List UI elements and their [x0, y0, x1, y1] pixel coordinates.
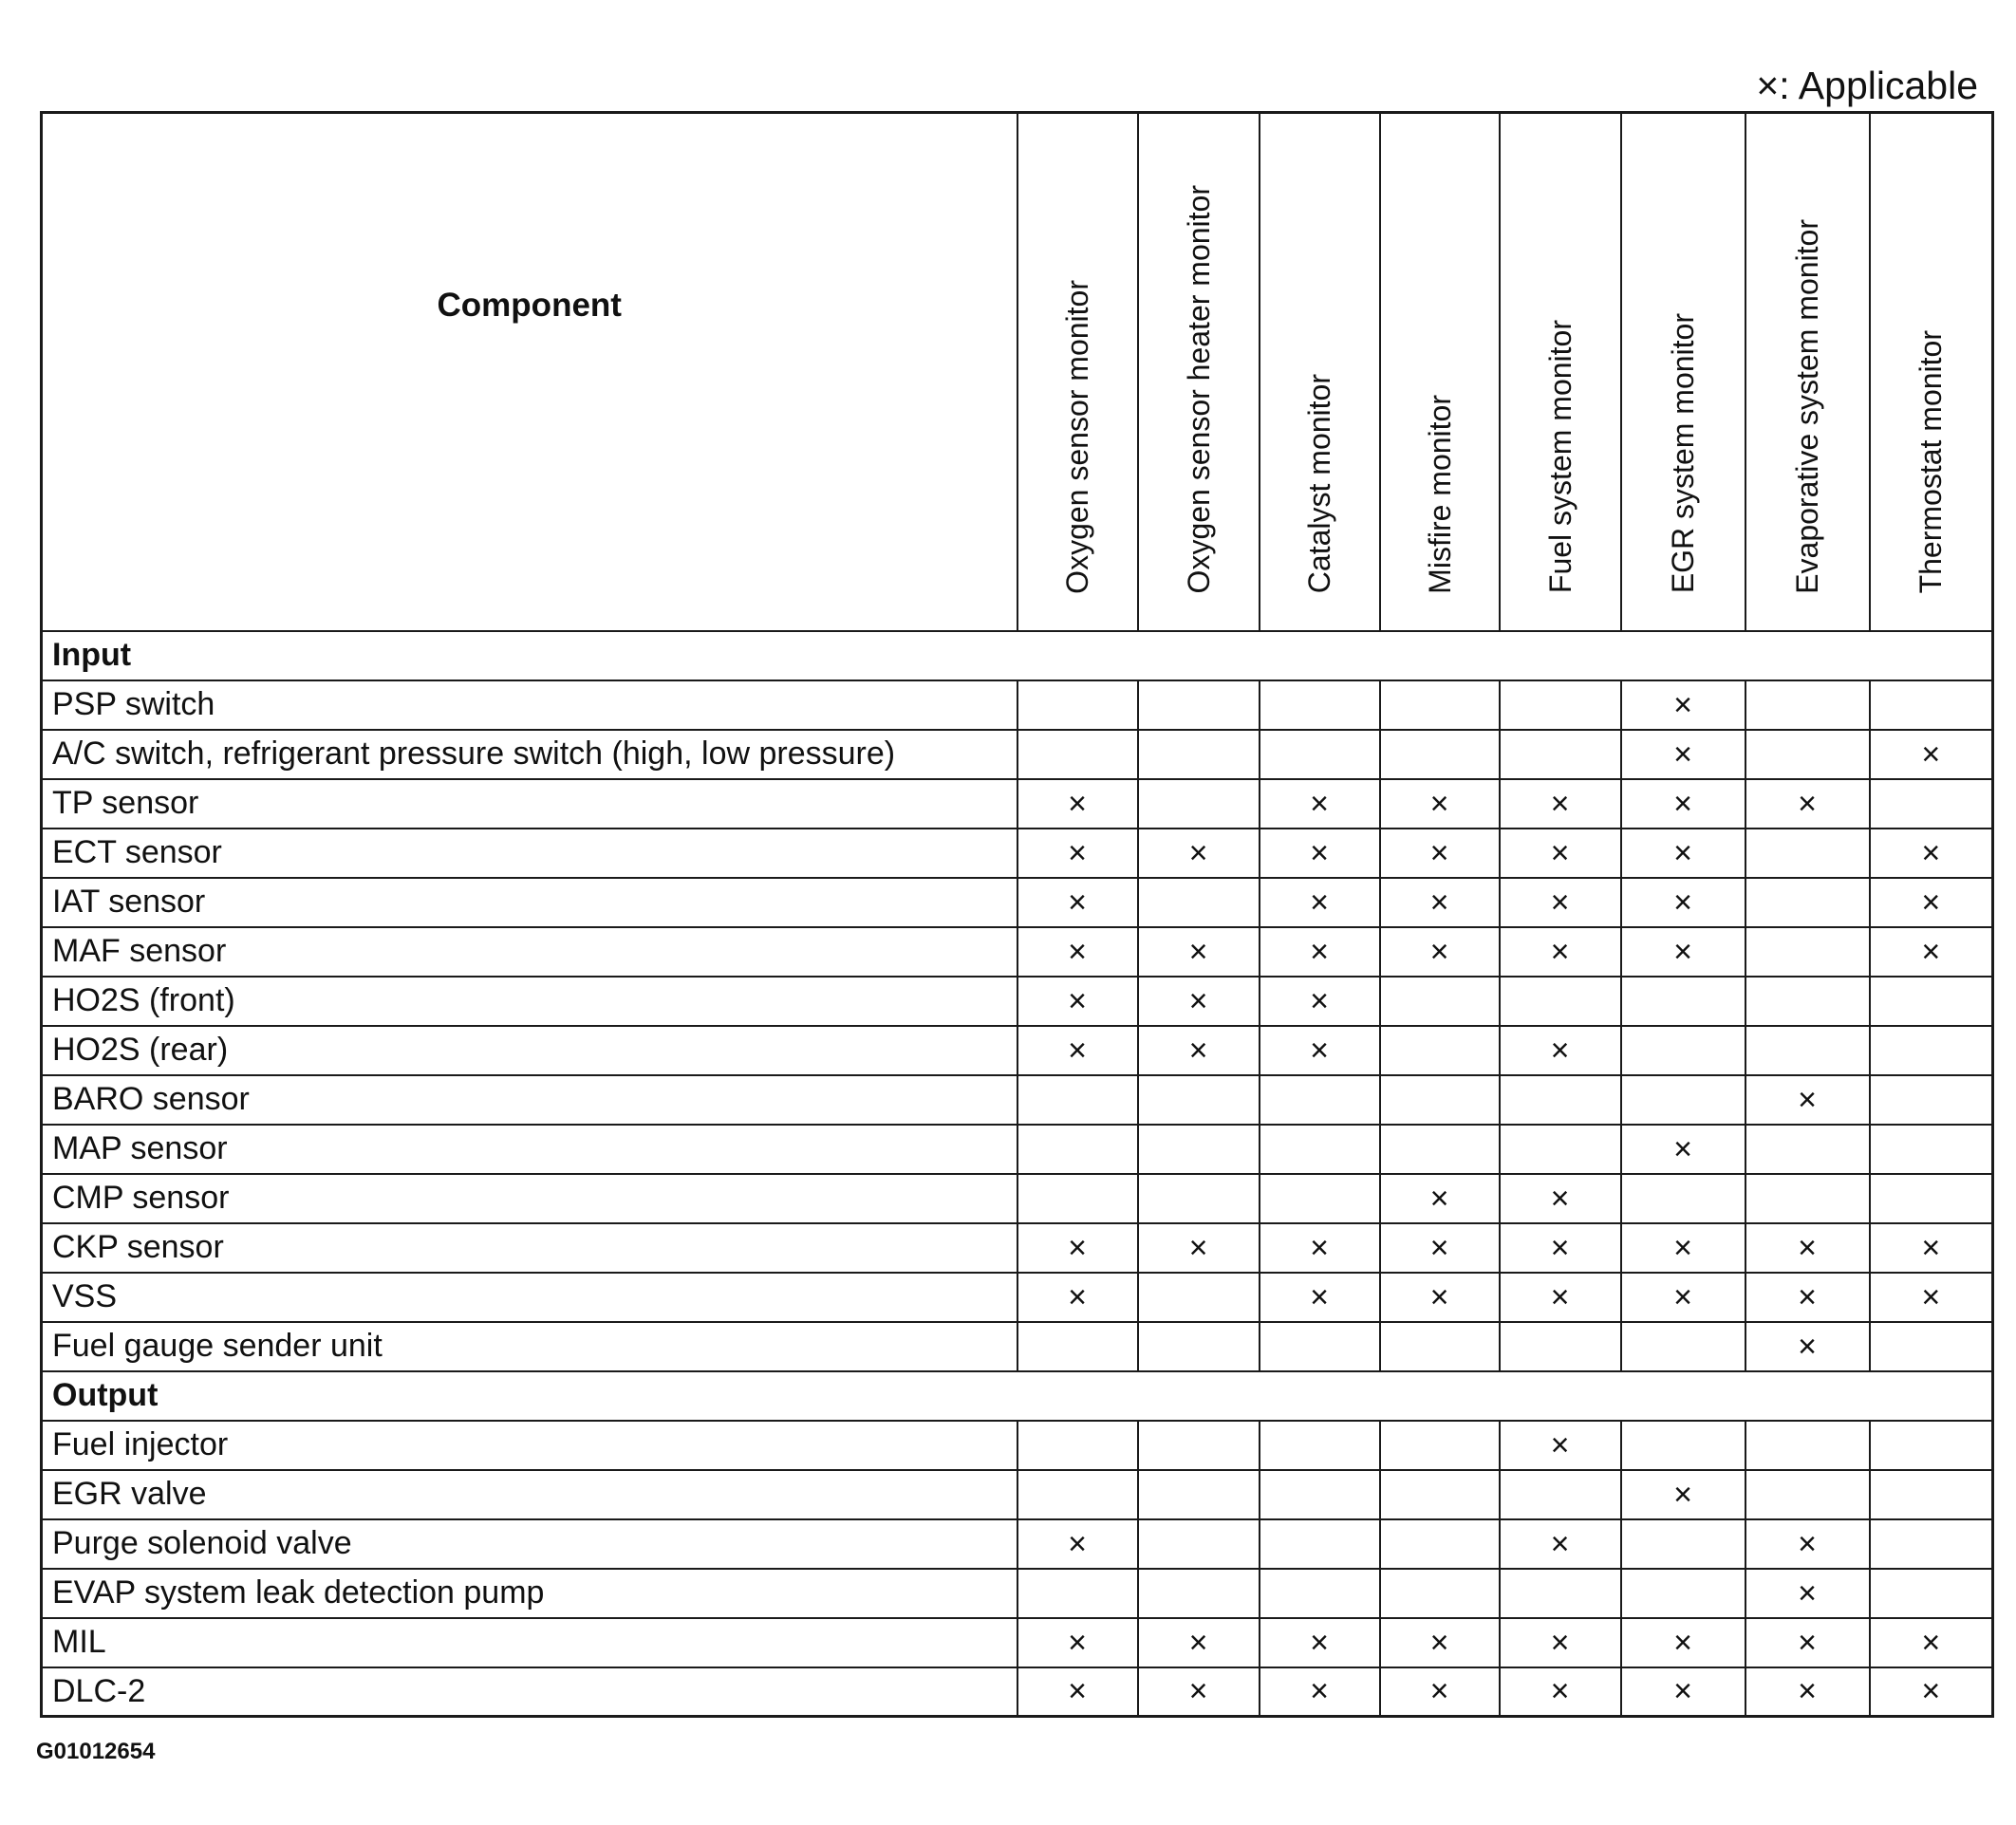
applicable-mark: × — [1260, 1273, 1380, 1322]
empty-cell — [1500, 1125, 1621, 1174]
empty-cell — [1017, 1421, 1138, 1470]
component-name: MAF sensor — [42, 927, 1017, 977]
applicable-mark: × — [1017, 927, 1138, 977]
applicable-mark: × — [1017, 779, 1138, 829]
component-name: A/C switch, refrigerant pressure switch (high, low pressure) — [42, 730, 1017, 779]
applicable-mark: × — [1017, 1667, 1138, 1717]
table-row — [42, 730, 1993, 779]
empty-cell — [1380, 1075, 1500, 1125]
section-row — [42, 631, 1993, 680]
empty-cell — [1745, 1470, 1870, 1519]
table-row — [42, 1125, 1993, 1174]
component-name: TP sensor — [42, 779, 1017, 829]
monitor-column-header — [1260, 113, 1380, 631]
empty-cell — [1745, 977, 1870, 1026]
component-name: MIL — [42, 1618, 1017, 1667]
empty-cell — [1745, 927, 1870, 977]
table-row — [42, 1322, 1993, 1371]
monitor-header-label: Fuel system monitor — [1542, 320, 1577, 594]
applicable-mark: × — [1621, 1618, 1745, 1667]
empty-cell — [1138, 1075, 1260, 1125]
applicable-mark: × — [1745, 779, 1870, 829]
empty-cell — [1017, 1322, 1138, 1371]
applicable-mark: × — [1017, 1273, 1138, 1322]
empty-cell — [1380, 1125, 1500, 1174]
empty-cell — [1500, 1569, 1621, 1618]
empty-cell — [1138, 1273, 1260, 1322]
applicable-mark: × — [1621, 1273, 1745, 1322]
table-row — [42, 878, 1993, 927]
empty-cell — [1500, 730, 1621, 779]
applicable-mark: × — [1745, 1273, 1870, 1322]
empty-cell — [1745, 1125, 1870, 1174]
component-name: VSS — [42, 1273, 1017, 1322]
table-row — [42, 1026, 1993, 1075]
empty-cell — [1500, 1322, 1621, 1371]
component-name: Fuel gauge sender unit — [42, 1322, 1017, 1371]
empty-cell — [1380, 730, 1500, 779]
monitor-column-header — [1500, 113, 1621, 631]
table-row — [42, 1618, 1993, 1667]
section-label: Input — [42, 631, 1993, 680]
empty-cell — [1621, 1519, 1745, 1569]
applicable-mark: × — [1380, 779, 1500, 829]
applicable-mark: × — [1260, 927, 1380, 977]
empty-cell — [1870, 1075, 1993, 1125]
component-name: IAT sensor — [42, 878, 1017, 927]
applicable-mark: × — [1500, 927, 1621, 977]
applicable-mark: × — [1500, 1421, 1621, 1470]
empty-cell — [1380, 1519, 1500, 1569]
monitor-header-label: Thermostat monitor — [1913, 330, 1949, 594]
empty-cell — [1380, 1470, 1500, 1519]
empty-cell — [1745, 1421, 1870, 1470]
applicable-mark: × — [1380, 1618, 1500, 1667]
empty-cell — [1138, 779, 1260, 829]
applicable-mark: × — [1500, 1223, 1621, 1273]
empty-cell — [1380, 1026, 1500, 1075]
empty-cell — [1138, 1125, 1260, 1174]
empty-cell — [1870, 680, 1993, 730]
applicable-mark: × — [1017, 1519, 1138, 1569]
applicable-mark: × — [1380, 878, 1500, 927]
monitor-column-header — [1380, 113, 1500, 631]
component-name: MAP sensor — [42, 1125, 1017, 1174]
empty-cell — [1260, 1569, 1380, 1618]
empty-cell — [1870, 977, 1993, 1026]
monitor-header-label: Oxygen sensor heater monitor — [1181, 185, 1216, 594]
empty-cell — [1870, 1125, 1993, 1174]
applicable-mark: × — [1260, 829, 1380, 878]
applicable-mark: × — [1380, 1273, 1500, 1322]
component-monitor-matrix — [40, 111, 1994, 1718]
table-row — [42, 829, 1993, 878]
applicable-mark: × — [1380, 927, 1500, 977]
empty-cell — [1138, 1519, 1260, 1569]
empty-cell — [1380, 1421, 1500, 1470]
applicable-mark: × — [1870, 1667, 1993, 1717]
applicable-mark: × — [1621, 927, 1745, 977]
table-row — [42, 927, 1993, 977]
applicable-mark: × — [1745, 1223, 1870, 1273]
empty-cell — [1621, 1322, 1745, 1371]
monitor-header-label: Catalyst monitor — [1302, 374, 1336, 594]
empty-cell — [1380, 1322, 1500, 1371]
table-row — [42, 1667, 1993, 1717]
component-name: BARO sensor — [42, 1075, 1017, 1125]
empty-cell — [1870, 1026, 1993, 1075]
applicable-mark: × — [1260, 1618, 1380, 1667]
applicable-mark: × — [1745, 1519, 1870, 1569]
empty-cell — [1017, 1174, 1138, 1223]
applicable-mark: × — [1745, 1618, 1870, 1667]
monitor-header-label: Evaporative system monitor — [1790, 218, 1824, 594]
empty-cell — [1380, 680, 1500, 730]
applicable-mark: × — [1500, 779, 1621, 829]
empty-cell — [1621, 1026, 1745, 1075]
applicable-mark: × — [1870, 878, 1993, 927]
applicable-mark: × — [1870, 730, 1993, 779]
empty-cell — [1621, 1075, 1745, 1125]
empty-cell — [1621, 1174, 1745, 1223]
applicable-mark: × — [1621, 1223, 1745, 1273]
legend-applicable: ×: Applicable — [1756, 64, 1978, 107]
empty-cell — [1621, 1569, 1745, 1618]
applicable-mark: × — [1260, 1667, 1380, 1717]
applicable-mark: × — [1500, 878, 1621, 927]
empty-cell — [1500, 680, 1621, 730]
component-name: CKP sensor — [42, 1223, 1017, 1273]
empty-cell — [1870, 779, 1993, 829]
applicable-mark: × — [1017, 1026, 1138, 1075]
applicable-mark: × — [1621, 680, 1745, 730]
empty-cell — [1500, 1075, 1621, 1125]
applicable-mark: × — [1017, 829, 1138, 878]
applicable-mark: × — [1745, 1569, 1870, 1618]
applicable-mark: × — [1500, 1273, 1621, 1322]
empty-cell — [1260, 1470, 1380, 1519]
empty-cell — [1870, 1421, 1993, 1470]
component-name: Fuel injector — [42, 1421, 1017, 1470]
empty-cell — [1745, 680, 1870, 730]
empty-cell — [1870, 1174, 1993, 1223]
applicable-mark: × — [1380, 829, 1500, 878]
applicable-mark: × — [1870, 1618, 1993, 1667]
empty-cell — [1380, 977, 1500, 1026]
applicable-mark: × — [1017, 1618, 1138, 1667]
applicable-mark: × — [1017, 977, 1138, 1026]
component-name: PSP switch — [42, 680, 1017, 730]
table-row — [42, 1075, 1993, 1125]
applicable-mark: × — [1500, 1519, 1621, 1569]
empty-cell — [1870, 1322, 1993, 1371]
empty-cell — [1870, 1470, 1993, 1519]
empty-cell — [1621, 1421, 1745, 1470]
applicable-mark: × — [1500, 1026, 1621, 1075]
component-name: HO2S (front) — [42, 977, 1017, 1026]
matrix-body — [42, 631, 1993, 1717]
applicable-mark: × — [1138, 829, 1260, 878]
applicable-mark: × — [1621, 730, 1745, 779]
empty-cell — [1138, 1421, 1260, 1470]
empty-cell — [1621, 977, 1745, 1026]
section-label: Output — [42, 1371, 1993, 1421]
empty-cell — [1870, 1519, 1993, 1569]
table-row — [42, 680, 1993, 730]
empty-cell — [1380, 1569, 1500, 1618]
applicable-mark: × — [1260, 779, 1380, 829]
applicable-mark: × — [1260, 977, 1380, 1026]
component-name: DLC-2 — [42, 1667, 1017, 1717]
applicable-mark: × — [1138, 1667, 1260, 1717]
table-row — [42, 1569, 1993, 1618]
section-row — [42, 1371, 1993, 1421]
empty-cell — [1260, 1322, 1380, 1371]
applicable-mark: × — [1017, 1223, 1138, 1273]
empty-cell — [1745, 829, 1870, 878]
applicable-mark: × — [1017, 878, 1138, 927]
table-row — [42, 1421, 1993, 1470]
empty-cell — [1017, 1470, 1138, 1519]
table-row — [42, 779, 1993, 829]
component-column-header: Component — [42, 113, 1017, 631]
applicable-mark: × — [1621, 829, 1745, 878]
applicable-mark: × — [1745, 1667, 1870, 1717]
applicable-mark: × — [1500, 1667, 1621, 1717]
empty-cell — [1260, 1174, 1380, 1223]
empty-cell — [1138, 1174, 1260, 1223]
applicable-mark: × — [1138, 927, 1260, 977]
empty-cell — [1138, 878, 1260, 927]
applicable-mark: × — [1870, 1223, 1993, 1273]
empty-cell — [1745, 1026, 1870, 1075]
empty-cell — [1017, 1125, 1138, 1174]
table-row — [42, 977, 1993, 1026]
applicable-mark: × — [1138, 1026, 1260, 1075]
empty-cell — [1260, 1125, 1380, 1174]
applicable-mark: × — [1260, 1026, 1380, 1075]
applicable-mark: × — [1870, 927, 1993, 977]
monitor-header-label: Misfire monitor — [1422, 394, 1457, 594]
empty-cell — [1260, 1421, 1380, 1470]
header-row — [42, 113, 1993, 631]
empty-cell — [1017, 1075, 1138, 1125]
empty-cell — [1260, 1519, 1380, 1569]
empty-cell — [1017, 680, 1138, 730]
empty-cell — [1138, 1569, 1260, 1618]
applicable-mark: × — [1621, 1470, 1745, 1519]
applicable-mark: × — [1745, 1075, 1870, 1125]
component-name: Purge solenoid valve — [42, 1519, 1017, 1569]
applicable-mark: × — [1138, 977, 1260, 1026]
empty-cell — [1017, 1569, 1138, 1618]
applicable-mark: × — [1621, 779, 1745, 829]
empty-cell — [1260, 680, 1380, 730]
applicable-mark: × — [1870, 1273, 1993, 1322]
empty-cell — [1745, 730, 1870, 779]
monitor-header-label: Oxygen sensor monitor — [1060, 279, 1094, 594]
empty-cell — [1017, 730, 1138, 779]
empty-cell — [1260, 1075, 1380, 1125]
monitor-column-header — [1017, 113, 1138, 631]
empty-cell — [1745, 878, 1870, 927]
monitor-column-header — [1745, 113, 1870, 631]
applicable-mark: × — [1500, 1618, 1621, 1667]
table-row — [42, 1223, 1993, 1273]
component-name: EGR valve — [42, 1470, 1017, 1519]
applicable-mark: × — [1260, 878, 1380, 927]
empty-cell — [1500, 1470, 1621, 1519]
applicable-mark: × — [1138, 1618, 1260, 1667]
monitor-column-header — [1621, 113, 1745, 631]
table-row — [42, 1470, 1993, 1519]
applicable-mark: × — [1260, 1223, 1380, 1273]
component-name: CMP sensor — [42, 1174, 1017, 1223]
monitor-column-header — [1870, 113, 1993, 631]
applicable-mark: × — [1500, 829, 1621, 878]
applicable-mark: × — [1621, 1667, 1745, 1717]
table-row — [42, 1174, 1993, 1223]
table-row — [42, 1519, 1993, 1569]
empty-cell — [1260, 730, 1380, 779]
empty-cell — [1138, 680, 1260, 730]
empty-cell — [1138, 1322, 1260, 1371]
component-name: EVAP system leak detection pump — [42, 1569, 1017, 1618]
monitor-column-header — [1138, 113, 1260, 631]
empty-cell — [1138, 1470, 1260, 1519]
applicable-mark: × — [1380, 1667, 1500, 1717]
applicable-mark: × — [1621, 878, 1745, 927]
component-name: HO2S (rear) — [42, 1026, 1017, 1075]
empty-cell — [1870, 1569, 1993, 1618]
table-row — [42, 1273, 1993, 1322]
applicable-mark: × — [1870, 829, 1993, 878]
applicable-mark: × — [1380, 1223, 1500, 1273]
monitor-header-label: EGR system monitor — [1666, 313, 1700, 594]
figure-code: G01012654 — [36, 1739, 156, 1764]
applicable-mark: × — [1500, 1174, 1621, 1223]
applicable-mark: × — [1621, 1125, 1745, 1174]
empty-cell — [1745, 1174, 1870, 1223]
applicable-mark: × — [1138, 1223, 1260, 1273]
applicable-mark: × — [1380, 1174, 1500, 1223]
component-name: ECT sensor — [42, 829, 1017, 878]
empty-cell — [1138, 730, 1260, 779]
empty-cell — [1500, 977, 1621, 1026]
applicable-mark: × — [1745, 1322, 1870, 1371]
